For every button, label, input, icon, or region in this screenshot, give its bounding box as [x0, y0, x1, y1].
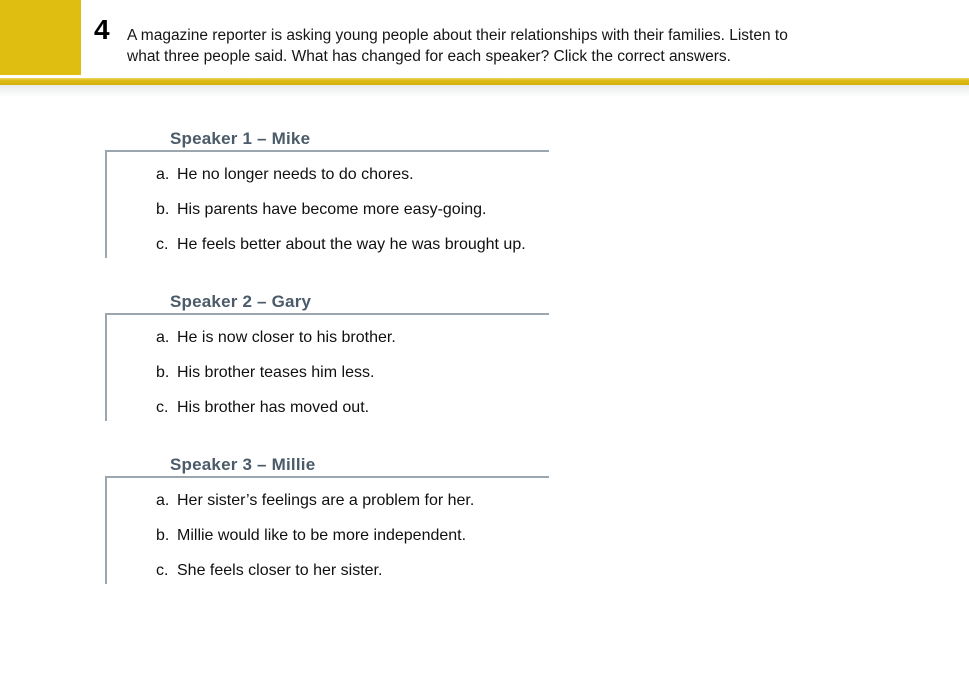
option-text: Her sister’s feelings are a problem for her.	[177, 492, 475, 509]
option-letter: b.	[156, 364, 170, 381]
accent-divider-bar	[0, 78, 969, 85]
divider-shadow	[0, 85, 969, 97]
answer-option[interactable]	[156, 365, 549, 381]
option-text: His brother teases him less.	[177, 364, 375, 381]
task-number: 4	[94, 14, 110, 45]
option-text: His parents have become more easy-going.	[177, 201, 487, 218]
speaker-section-1	[105, 129, 551, 258]
option-letter: a.	[156, 492, 170, 509]
option-text: She feels closer to her sister.	[177, 562, 383, 579]
task-instructions-line-2: what three people said. What has changed for each speaker? Click the correct answers.	[127, 48, 731, 65]
option-letter: c.	[156, 399, 169, 416]
options-box	[105, 313, 549, 421]
option-text: He feels better about the way he was brought up.	[177, 236, 526, 253]
option-letter: a.	[156, 329, 170, 346]
option-text: He no longer needs to do chores.	[177, 166, 414, 183]
option-letter: c.	[156, 562, 169, 579]
options-box	[105, 150, 549, 258]
answer-option[interactable]	[156, 167, 549, 183]
task-instructions	[127, 25, 927, 67]
speaker-section-title: Speaker 1 – Mike	[170, 129, 311, 148]
answer-option[interactable]	[156, 237, 549, 253]
option-letter: b.	[156, 527, 170, 544]
answer-option[interactable]	[156, 330, 549, 346]
speaker-section-2	[105, 292, 551, 421]
options-box	[105, 476, 549, 584]
answer-option[interactable]	[156, 563, 549, 579]
speaker-section-title: Speaker 3 – Millie	[170, 455, 316, 474]
corner-accent-block	[0, 0, 81, 75]
speaker-section-title: Speaker 2 – Gary	[170, 292, 312, 311]
option-text: He is now closer to his brother.	[177, 329, 396, 346]
speaker-section-3	[105, 455, 551, 584]
answer-option[interactable]	[156, 493, 549, 509]
option-letter: a.	[156, 166, 170, 183]
option-text: Millie would like to be more independent.	[177, 527, 467, 544]
task-instructions-line-1: A magazine reporter is asking young people about their relationships with their families. Listen to	[127, 27, 788, 44]
option-text: His brother has moved out.	[177, 399, 370, 416]
option-letter: c.	[156, 236, 169, 253]
answer-option[interactable]	[156, 202, 549, 218]
option-letter: b.	[156, 201, 170, 218]
answer-option[interactable]	[156, 528, 549, 544]
answer-option[interactable]	[156, 400, 549, 416]
